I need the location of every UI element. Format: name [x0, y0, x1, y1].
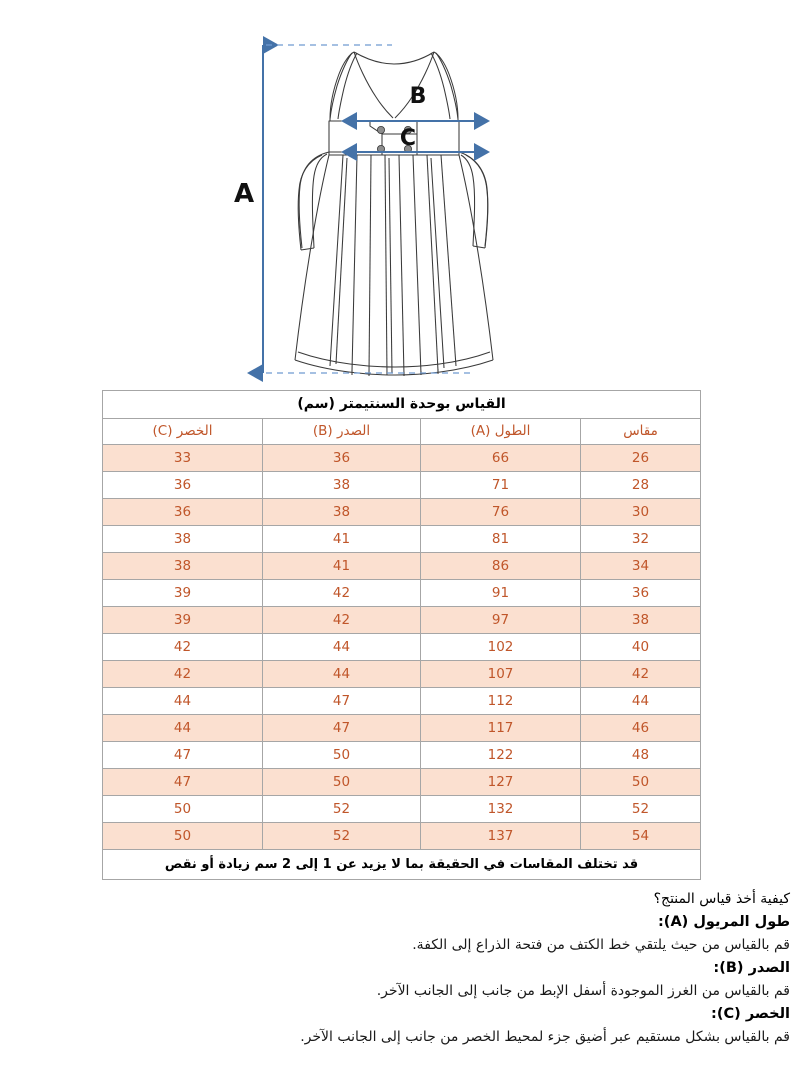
- instruction-label-c: الخصر (C):: [711, 1006, 790, 1022]
- table-row: [103, 742, 701, 769]
- cell-length: 107: [421, 661, 581, 688]
- cell-waist: 36: [103, 499, 263, 526]
- cell-chest: 36: [263, 445, 421, 472]
- cell-waist: 47: [103, 769, 263, 796]
- cell-size: 30: [581, 499, 701, 526]
- table-note-row: [103, 850, 701, 880]
- cell-chest: 41: [263, 553, 421, 580]
- cell-length: 66: [421, 445, 581, 472]
- table-row: [103, 688, 701, 715]
- cell-size: 32: [581, 526, 701, 553]
- table-row: [103, 472, 701, 499]
- table-row: [103, 661, 701, 688]
- cell-chest: 50: [263, 769, 421, 796]
- cell-chest: 41: [263, 526, 421, 553]
- cell-waist: 42: [103, 661, 263, 688]
- cell-length: 137: [421, 823, 581, 850]
- column-header-size: مقاس: [581, 419, 701, 445]
- cell-size: 26: [581, 445, 701, 472]
- cell-waist: 38: [103, 526, 263, 553]
- cell-waist: 50: [103, 823, 263, 850]
- cell-chest: 38: [263, 472, 421, 499]
- table-note: قد تختلف المقاسات في الحقيقة بما لا يزيد عن 1 إلى 2 سم زيادة أو نقص: [103, 850, 701, 880]
- instruction-text-b: قم بالقياس من الغرز الموجودة أسفل الإبط من جانب إلى الجانب الآخر.: [376, 983, 790, 999]
- cell-length: 127: [421, 769, 581, 796]
- cell-waist: 44: [103, 715, 263, 742]
- cell-chest: 42: [263, 607, 421, 634]
- cell-size: 48: [581, 742, 701, 769]
- table-row: [103, 715, 701, 742]
- cell-length: 81: [421, 526, 581, 553]
- cell-length: 86: [421, 553, 581, 580]
- column-header-length: الطول (A): [421, 419, 581, 445]
- cell-length: 132: [421, 796, 581, 823]
- dress-outline: [295, 52, 493, 376]
- table-row: [103, 526, 701, 553]
- column-header-waist: الخصر (C): [103, 419, 263, 445]
- cell-size: 28: [581, 472, 701, 499]
- cell-waist: 50: [103, 796, 263, 823]
- cell-waist: 33: [103, 445, 263, 472]
- instruction-label-b: الصدر (B):: [713, 960, 790, 976]
- size-chart-table: [102, 390, 701, 880]
- cell-length: 91: [421, 580, 581, 607]
- table-row: [103, 769, 701, 796]
- table-row: [103, 499, 701, 526]
- measure-a-label: A: [233, 179, 255, 209]
- measure-c-label: C: [399, 126, 417, 151]
- table-header-row: [103, 419, 701, 445]
- instructions-question: كيفية أخذ قياس المنتج؟: [653, 891, 790, 907]
- cell-size: 34: [581, 553, 701, 580]
- cell-size: 36: [581, 580, 701, 607]
- cell-waist: 47: [103, 742, 263, 769]
- cell-waist: 38: [103, 553, 263, 580]
- cell-waist: 39: [103, 580, 263, 607]
- table-row: [103, 445, 701, 472]
- cell-length: 122: [421, 742, 581, 769]
- cell-chest: 47: [263, 715, 421, 742]
- cell-length: 102: [421, 634, 581, 661]
- column-header-chest: الصدر (B): [263, 419, 421, 445]
- cell-length: 76: [421, 499, 581, 526]
- table-row: [103, 607, 701, 634]
- table-row: [103, 823, 701, 850]
- measure-a-arrow: [263, 45, 470, 373]
- cell-chest: 52: [263, 823, 421, 850]
- size-chart-table-container: [102, 390, 700, 880]
- cell-size: 38: [581, 607, 701, 634]
- cell-waist: 39: [103, 607, 263, 634]
- measuring-instructions: [8, 888, 790, 1049]
- table-row: [103, 553, 701, 580]
- cell-waist: 44: [103, 688, 263, 715]
- table-title: القياس بوحدة السنتيمتر (سم): [103, 391, 701, 419]
- cell-chest: 42: [263, 580, 421, 607]
- cell-length: 112: [421, 688, 581, 715]
- cell-length: 97: [421, 607, 581, 634]
- dress-technical-drawing-svg: [0, 0, 800, 385]
- cell-size: 44: [581, 688, 701, 715]
- cell-length: 71: [421, 472, 581, 499]
- table-row: [103, 580, 701, 607]
- cell-size: 42: [581, 661, 701, 688]
- cell-waist: 42: [103, 634, 263, 661]
- cell-length: 117: [421, 715, 581, 742]
- cell-size: 50: [581, 769, 701, 796]
- cell-chest: 50: [263, 742, 421, 769]
- cell-size: 40: [581, 634, 701, 661]
- table-title-row: [103, 391, 701, 419]
- cell-waist: 36: [103, 472, 263, 499]
- measure-b-label: B: [409, 84, 427, 109]
- instruction-label-a: طول المريول (A):: [658, 914, 790, 930]
- table-row: [103, 796, 701, 823]
- cell-chest: 44: [263, 634, 421, 661]
- cell-chest: 47: [263, 688, 421, 715]
- cell-size: 54: [581, 823, 701, 850]
- instruction-text-c: قم بالقياس بشكل مستقيم عبر أضيق جزء لمحيط الخصر من جانب إلى الجانب الآخر.: [300, 1029, 790, 1045]
- instruction-text-a: قم بالقياس من حيث يلتقي خط الكتف من فتحة الذراع إلى الكفة.: [412, 937, 790, 953]
- cell-chest: 44: [263, 661, 421, 688]
- table-row: [103, 634, 701, 661]
- cell-size: 52: [581, 796, 701, 823]
- cell-chest: 38: [263, 499, 421, 526]
- cell-chest: 52: [263, 796, 421, 823]
- cell-size: 46: [581, 715, 701, 742]
- dress-diagram: [0, 0, 800, 385]
